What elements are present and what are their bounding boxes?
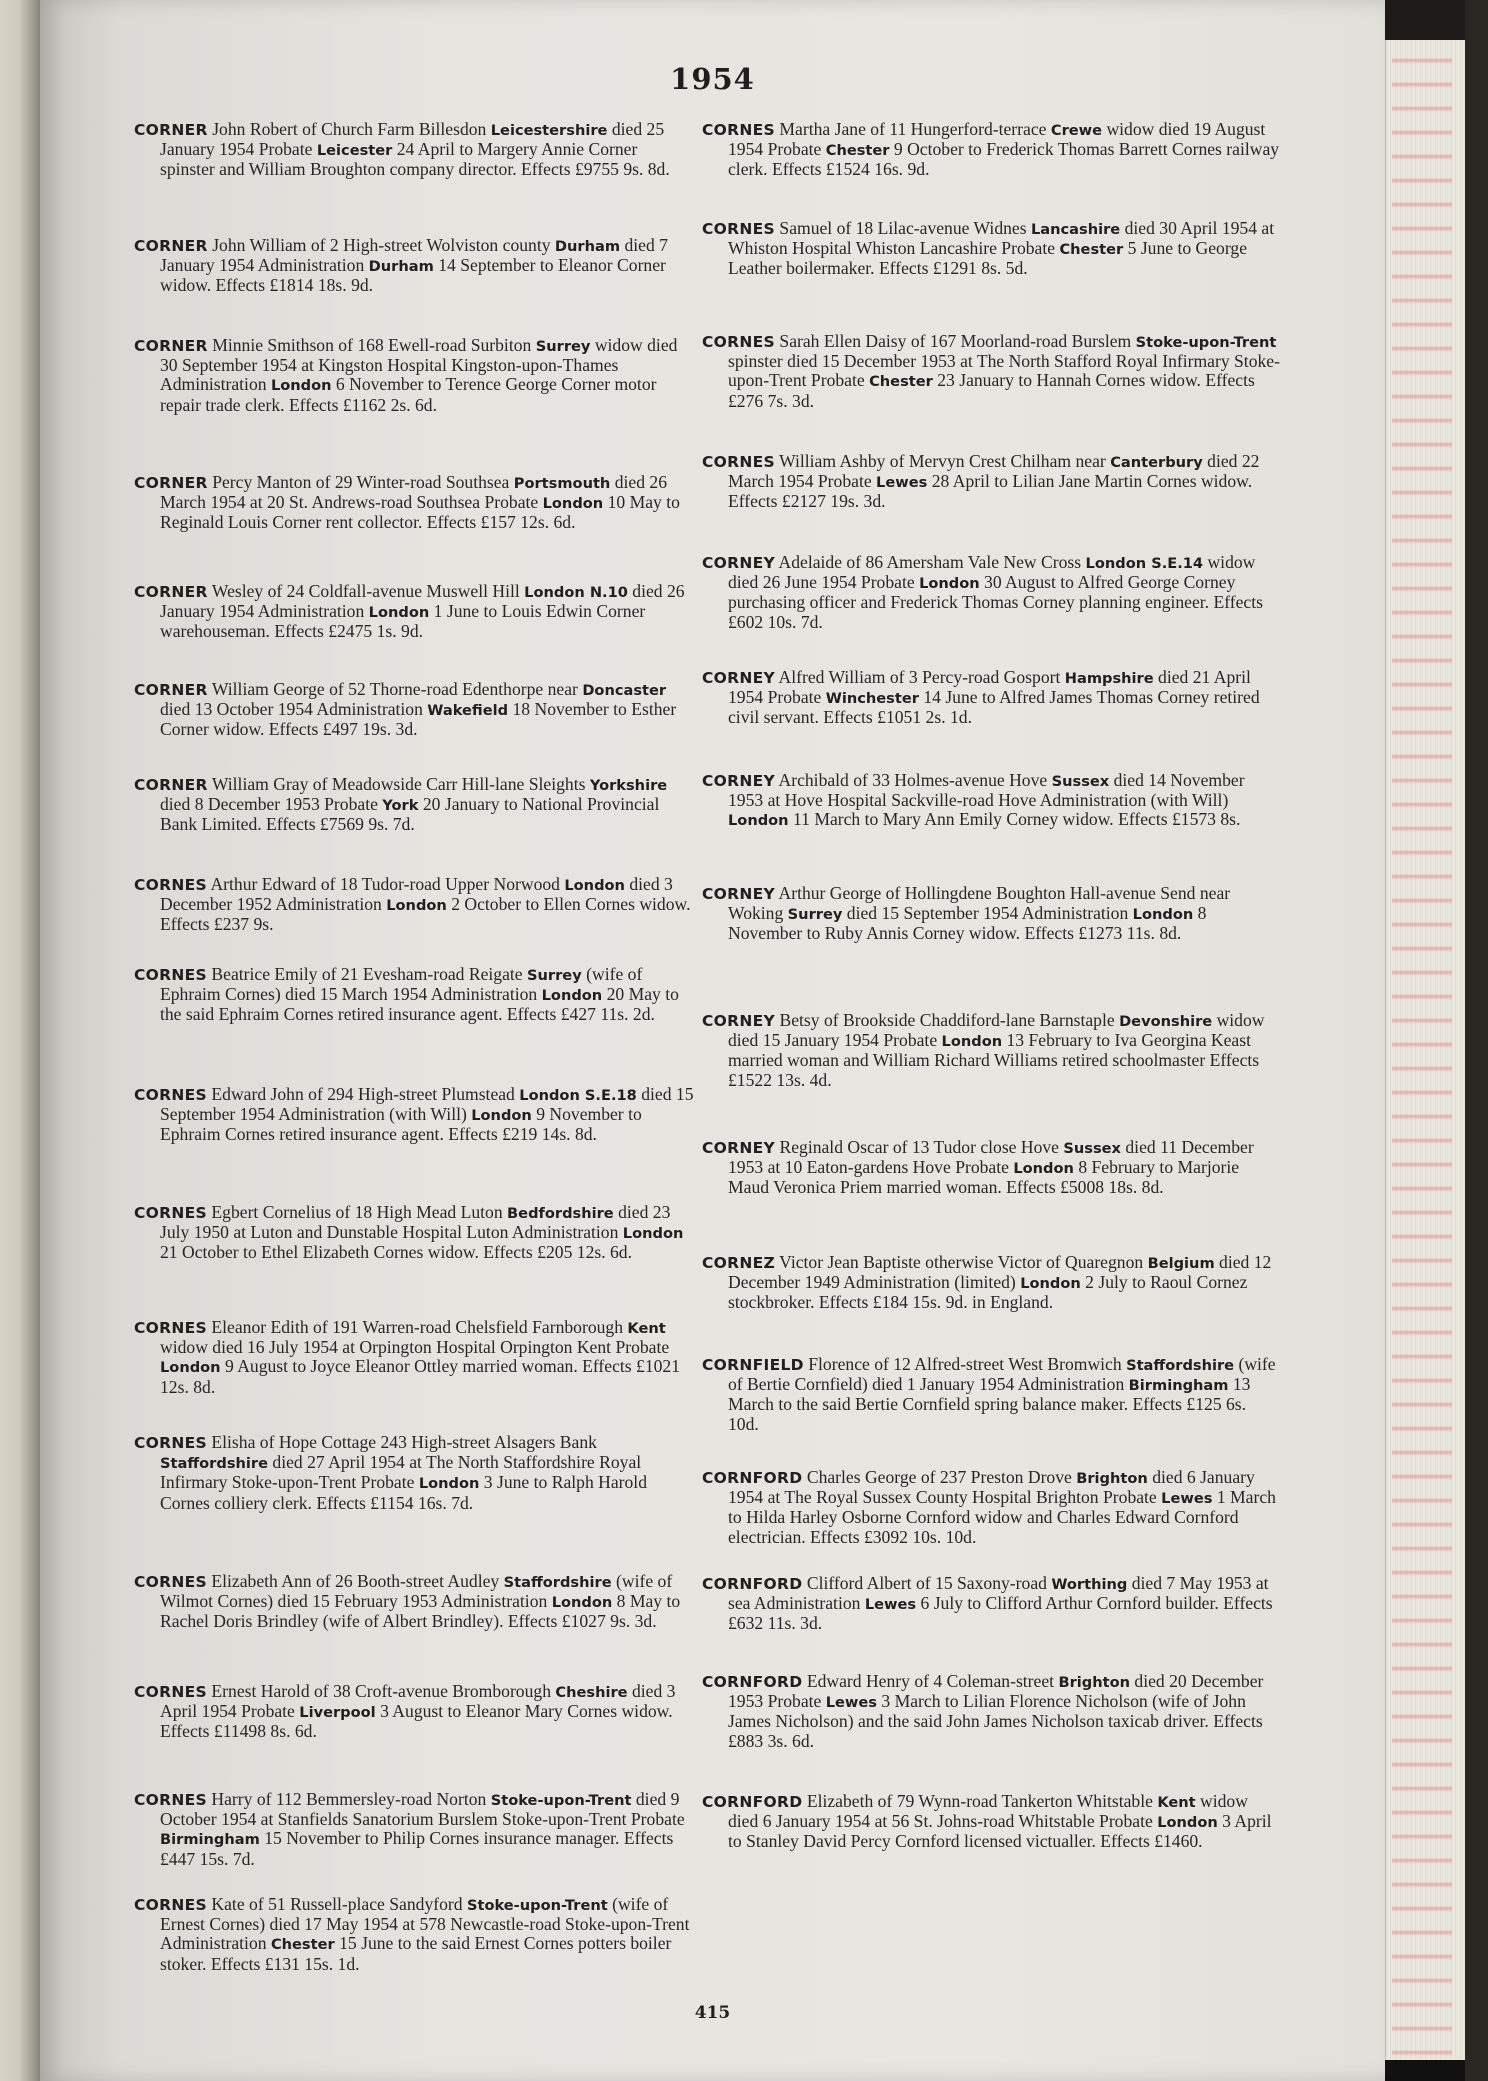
probate-entry [134,680,694,740]
entry-text: 28 April to Lilian Jane Martin Cornes widow. Effects £2127 19s. 3d. [728,471,1253,512]
entry-place-keyword: Kent [627,1320,666,1337]
entry-text: Elisha of Hope Cottage 243 High-street Alsagers Bank [207,1432,597,1452]
entry-place-keyword: Belgium [1147,1255,1215,1272]
entry-place-keyword: Lewes [876,474,928,492]
entry-place-keyword: Staffordshire [503,1574,612,1591]
entry-text: 9 November to Ephraim Cornes retired insurance agent. Effects £219 14s. 8d. [160,1104,642,1145]
entry-text: Egbert Cornelius of 18 High Mead Luton [207,1202,508,1222]
entry-place-keyword: Sussex [1051,773,1110,790]
page-number: 415 [694,2003,731,2023]
entry-text: Beatrice Emily of 21 Evesham-road Reigate [207,964,528,984]
entry-text: 5 June to George Leather boilermaker. Effects £1291 8s. 5d. [728,238,1248,279]
probate-entry [134,1895,694,1974]
entry-text: 2 October to Ellen Cornes widow. Effects £237 9s. [160,894,691,935]
entry-text: Reginald Oscar of 13 Tudor close Hove [775,1137,1064,1157]
entry-surname: CORNES [134,1573,208,1591]
entry-place-keyword: London [386,897,447,915]
entry-place-keyword: Crewe [1050,122,1103,139]
probate-entry [702,120,1280,180]
probate-entry [702,332,1280,411]
probate-entry [134,1433,694,1513]
entry-text: died 8 December 1953 Probate [160,794,383,815]
calendar-page [40,0,1385,2081]
entry-text: William Ashby of Mervyn Crest Chilham near [775,451,1111,471]
entry-text: 8 February to Marjorie Maud Veronica Priem married woman. Effects £5008 18s. 8d. [728,1157,1240,1198]
entry-place-keyword: Liverpool [299,1704,376,1722]
entry-text: widow died 15 January 1954 Probate [728,1010,1265,1051]
entry-place-keyword: Bedfordshire [507,1205,614,1222]
entry-surname: CORNER [134,583,208,601]
entry-text: died 3 April 1954 Probate [160,1681,676,1722]
entry-place-keyword: London [418,1475,480,1493]
entry-text: 11 March to Mary Ann Emily Corney widow. Effects £1573 8s. [788,809,1241,830]
entry-text: Florence of 12 Alfred-street West Bromwich [803,1354,1127,1374]
probate-entry [134,473,694,533]
entry-place-keyword: London [541,987,603,1005]
entry-surname: CORNER [134,681,208,699]
entry-text: 21 October to Ethel Elizabeth Cornes widow. Effects £205 12s. 6d. [160,1242,632,1263]
entry-place-keyword: Cheshire [555,1684,628,1701]
probate-entry [134,965,694,1025]
entry-text: Kate of 51 Russell-place Sandyford [207,1894,467,1914]
entry-place-keyword: London [551,1594,613,1612]
entry-surname: CORNES [702,220,776,238]
entry-surname: CORNES [134,1319,208,1337]
entry-text: Arthur Edward of 18 Tudor-road Upper Norwood [207,874,565,894]
entry-surname: CORNER [134,337,208,355]
entry-place-keyword: Wakefield [427,702,509,720]
entry-place-keyword: Worthing [1051,1576,1128,1593]
entry-text: widow died 30 September 1954 at Kingston Hospital Kingston-upon-Thames Administration [160,335,678,395]
entry-text: 6 July to Clifford Arthur Cornford builder. Effects £632 11s. 3d. [728,1593,1273,1634]
entry-text: 18 November to Esther Corner widow. Effects £497 19s. 3d. [160,699,677,740]
entry-text: 1 March to Hilda Harley Osborne Cornford widow and Charles Edward Cornford electrician. Effects £3092 10s. 10d. [728,1487,1276,1547]
entry-text: Alfred William of 3 Percy-road Gosport [775,667,1065,687]
entry-text: Adelaide of 86 Amersham Vale New Cross [775,552,1086,572]
entry-place-keyword: London [919,575,980,593]
entry-surname: CORNER [134,474,208,492]
entry-surname: CORNEY [702,1012,776,1030]
entry-text: Martha Jane of 11 Hungerford-terrace [775,119,1051,139]
entry-surname: CORNEY [702,1139,776,1157]
entry-text: died 13 October 1954 Administration [160,699,428,720]
entry-text: John Robert of Church Farm Billesdon [207,119,491,139]
entry-place-keyword: York [382,797,419,815]
entry-text: widow died 16 July 1954 at Orpington Hospital Orpington Kent Probate [160,1337,670,1358]
entry-text: 13 February to Iva Georgina Keast married woman and William Richard Williams retired schoolmaster Effects £1522 13s. 4d. [728,1030,1260,1090]
probate-entry [134,1203,694,1263]
entry-text: (wife of Ephraim Cornes) died 15 March 1954 Administration [160,964,643,1005]
entry-place-keyword: London [1132,906,1194,924]
probate-entry [702,1468,1280,1547]
page-block-edges [1385,40,1466,2060]
entry-text: 1 June to Louis Edwin Corner warehouseman. Effects £2475 1s. 9d. [160,601,646,642]
entry-text: died 7 January 1954 Administration [160,235,668,276]
probate-entry [134,336,694,415]
entry-text: widow died 6 January 1954 at 56 St. Johns-road Whitstable Probate [728,1791,1248,1832]
entry-surname: CORNES [702,453,776,471]
entry-surname: CORNEY [702,772,776,790]
entry-place-keyword: Chester [825,142,890,160]
entry-place-keyword: London [471,1107,532,1125]
entry-surname: CORNES [134,876,208,894]
probate-entry [702,452,1280,512]
entry-place-keyword: Devonshire [1119,1013,1213,1030]
entry-text: Clifford Albert of 15 Saxony-road [802,1573,1052,1593]
entry-place-keyword: Kent [1157,1794,1196,1811]
probate-entry [134,1790,694,1869]
probate-entry [702,1672,1280,1751]
probate-entry [702,1253,1280,1313]
entry-place-keyword: Sussex [1063,1140,1121,1157]
entry-text: William George of 52 Thorne-road Edenthorpe near [207,679,583,699]
entry-surname: CORNES [702,333,776,351]
entry-place-keyword: Staffordshire [1126,1357,1235,1374]
entry-surname: CORNES [134,1683,208,1701]
probate-entry [702,1574,1280,1634]
entry-text: Ernest Harold of 38 Croft-avenue Bromborough [207,1681,556,1701]
probate-entry [702,553,1280,632]
entry-place-keyword: London N.10 [524,584,628,601]
entry-text: died 15 September 1954 Administration (with Will) [160,1084,694,1125]
entry-text: died 27 April 1954 at The North Staffordshire Royal Infirmary Stoke-upon-Trent Probate [160,1452,642,1493]
entry-surname: CORNES [134,966,208,984]
entry-text: died 20 December 1953 Probate [728,1671,1264,1712]
entry-text: died 3 December 1952 Administration [160,874,673,915]
entry-text: died 26 March 1954 at 20 St. Andrews-road Southsea Probate [160,472,668,513]
entry-text: Arthur George of Hollingdene Boughton Hall-avenue Send near Woking [728,883,1231,924]
entry-place-keyword: Yorkshire [589,777,668,794]
entry-text: died 7 May 1953 at sea Administration [728,1573,1269,1614]
entry-place-keyword: London S.E.18 [519,1087,637,1104]
entry-text: 3 March to Lilian Florence Nicholson (wife of John James Nicholson) and the said John James Nicholson taxicab driver. Effects £883 3s. 6d. [728,1691,1263,1751]
entry-place-keyword: Durham [554,238,621,255]
entry-place-keyword: Stoke-upon-Trent [466,1897,608,1914]
entry-text: died 30 April 1954 at Whiston Hospital Whiston Lancashire Probate [728,218,1275,259]
probate-entry [134,1682,694,1742]
entry-place-keyword: London [1157,1814,1218,1832]
probate-entry [134,875,694,935]
entry-place-keyword: Lewes [864,1596,917,1614]
entry-text: 13 March to the said Bertie Cornfield spring balance maker. Effects £125 6s. 10d. [728,1374,1251,1434]
probate-entry [134,1085,694,1145]
entry-surname: CORNEY [702,669,776,687]
entry-place-keyword: Chester [869,373,933,391]
entry-text: 14 September to Eleanor Corner widow. Effects £1814 18s. 9d. [160,255,666,296]
entry-place-keyword: London [270,377,332,395]
entry-surname: CORNFORD [702,1575,803,1593]
entry-place-keyword: Portsmouth [513,475,611,492]
entry-surname: CORNES [134,1086,208,1104]
entry-place-keyword: Canterbury [1110,454,1203,471]
entry-place-keyword: Surrey [527,967,582,984]
probate-entry [702,1792,1280,1852]
book-cover-edge [1465,0,1488,2081]
entry-place-keyword: London [368,604,430,622]
entry-place-keyword: Birmingham [1128,1377,1229,1395]
entry-place-keyword: Staffordshire [160,1455,268,1473]
entry-text: 2 July to Raoul Cornez stockbroker. Effects £184 15s. 9d. in England. [728,1272,1248,1313]
probate-entry [702,1355,1280,1434]
entry-place-keyword: Leicestershire [490,122,608,139]
entry-text: died 15 September 1954 Administration [842,903,1133,924]
entry-place-keyword: Surrey [787,906,843,924]
entry-surname: CORNEY [702,885,776,903]
entry-text: Betsy of Brookside Chaddiford-lane Barnstaple [775,1010,1120,1030]
entry-surname: CORNER [134,237,208,255]
entry-surname: CORNES [134,1204,208,1222]
entry-text: Wesley of 24 Coldfall-avenue Muswell Hill [207,581,525,601]
entry-surname: CORNFORD [702,1793,803,1811]
entry-text: 23 January to Hannah Cornes widow. Effects £276 7s. 3d. [728,370,1255,411]
entry-text: William Gray of Meadowside Carr Hill-lane Sleights [207,774,590,794]
entry-text: Sarah Ellen Daisy of 167 Moorland-road Burslem [775,331,1136,351]
entry-text: died 6 January 1954 at The Royal Sussex County Hospital Brighton Probate [728,1467,1255,1508]
entry-text: 15 November to Philip Cornes insurance manager. Effects £447 15s. 7d. [160,1828,674,1869]
entry-surname: CORNES [702,121,776,139]
entry-surname: CORNFORD [702,1673,803,1691]
entry-text: John William of 2 High-street Wolviston county [207,235,555,255]
entry-place-keyword: Birmingham [160,1831,260,1849]
probate-entry [702,219,1280,279]
entry-place-keyword: Brighton [1058,1674,1131,1691]
entry-surname: CORNFIELD [702,1356,804,1374]
entry-text: Victor Jean Baptiste otherwise Victor of Quaregnon [775,1252,1148,1272]
probate-entry [702,668,1280,728]
entry-text: spinster died 15 December 1953 at The North Stafford Royal Infirmary Stoke-upon-Trent Probate [728,351,1280,391]
entry-text: died 12 December 1949 Administration (limited) [728,1252,1272,1293]
entry-text: died 22 March 1954 Probate [728,451,1260,492]
entry-place-keyword: London [941,1033,1003,1051]
entry-place-keyword: London S.E.14 [1085,555,1204,572]
entry-place-keyword: Durham [368,258,434,276]
entry-place-keyword: London [622,1225,684,1243]
entry-text: 3 April to Stanley David Percy Cornford licensed victualler. Effects £1460. [728,1811,1272,1852]
entry-place-keyword: Lewes [825,1694,877,1712]
entry-place-keyword: Lewes [1161,1490,1213,1508]
entry-place-keyword: London [542,495,604,513]
entry-place-keyword: Leicester [316,142,393,160]
entry-text: Elizabeth of 79 Wynn-road Tankerton Whitstable [802,1791,1158,1811]
probate-entry [134,582,694,642]
entry-text: 20 January to National Provincial Bank Limited. Effects £7569 9s. 7d. [160,794,660,835]
entry-place-keyword: London [160,1359,221,1377]
entry-text: 10 May to Reginald Louis Corner rent collector. Effects £157 12s. 6d. [160,492,680,533]
entry-text: died 9 October 1954 at Stanfields Sanatorium Burslem Stoke-upon-Trent Probate [160,1789,685,1830]
entry-text: died 11 December 1953 at 10 Eaton-gardens Hove Probate [728,1137,1254,1178]
entry-place-keyword: Chester [1059,241,1124,259]
entry-text: (wife of Bertie Cornfield) died 1 January 1954 Administration [728,1354,1276,1395]
entry-text: 9 August to Joyce Eleanor Ottley married woman. Effects £1021 12s. 8d. [160,1356,681,1397]
entry-place-keyword: London [1013,1160,1074,1178]
entry-text: 9 October to Frederick Thomas Barrett Cornes railway clerk. Effects £1524 16s. 9d. [728,139,1280,180]
entry-place-keyword: London [564,877,625,894]
entry-text: died 23 July 1950 at Luton and Dunstable Hospital Luton Administration [160,1202,671,1243]
entry-text: 8 November to Ruby Annis Corney widow. Effects £1273 11s. 8d. [728,903,1207,944]
entry-text: Archibald of 33 Holmes-avenue Hove [775,770,1052,790]
entry-place-keyword: Surrey [535,338,591,355]
entry-text: (wife of Ernest Cornes) died 17 May 1954 at 578 Newcastle-road Stoke-upon-Trent Administration [160,1894,690,1954]
entry-surname: CORNES [134,1896,208,1914]
entry-text: 14 June to Alfred James Thomas Corney retired civil servant. Effects £1051 2s. 1d. [728,687,1260,728]
entry-text: died 14 November 1953 at Hove Hospital Sackville-road Hove Administration (with Will) [728,770,1245,811]
entry-text: 3 June to Ralph Harold Cornes colliery clerk. Effects £1154 16s. 7d. [160,1472,647,1513]
entry-text: Edward John of 294 High-street Plumstead [207,1084,520,1104]
entry-text: 3 August to Eleanor Mary Cornes widow. Effects £11498 8s. 6d. [160,1701,673,1742]
entry-text: Eleanor Edith of 191 Warren-road Chelsfield Farnborough [207,1317,628,1337]
probate-entry [134,236,694,296]
entry-place-keyword: Lancashire [1030,221,1121,238]
entry-surname: CORNEZ [702,1254,776,1272]
entry-surname: CORNFORD [702,1469,803,1487]
entry-text: Harry of 112 Bemmersley-road Norton [207,1789,491,1809]
entry-surname: CORNES [134,1434,208,1452]
probate-entry [134,1318,694,1397]
entry-text: Minnie Smithson of 168 Ewell-road Surbiton [207,335,536,355]
entry-text: died 21 April 1954 Probate [728,667,1251,708]
entry-surname: CORNEY [702,554,776,572]
probate-entry [134,775,694,835]
entry-surname: CORNER [134,121,208,139]
page-year-heading: 1954 [670,62,755,96]
entry-place-keyword: Winchester [825,690,919,708]
entry-text: Percy Manton of 29 Winter-road Southsea [207,472,514,492]
entry-text: 20 May to the said Ephraim Cornes retired insurance agent. Effects £427 11s. 2d. [160,984,679,1025]
entry-text: widow died 19 August 1954 Probate [728,119,1266,160]
entry-text: (wife of Wilmot Cornes) died 15 February 1953 Administration [160,1571,673,1612]
entry-text: Edward Henry of 4 Coleman-street [802,1671,1059,1691]
entry-text: 24 April to Margery Annie Corner spinster and William Broughton company director. Effects £9755 9s. 8d. [160,139,670,180]
entry-place-keyword: Brighton [1076,1470,1148,1487]
entry-text: Charles George of 237 Preston Drove [802,1467,1077,1487]
entry-place-keyword: Doncaster [582,682,667,699]
entry-text: died 26 January 1954 Administration [160,581,685,622]
probate-entry [702,884,1280,944]
entry-place-keyword: Chester [270,1936,335,1954]
probate-entry [702,1011,1280,1090]
entry-place-keyword: Hampshire [1064,670,1154,687]
entry-text: 8 May to Rachel Doris Brindley (wife of Albert Brindley). Effects £1027 9s. 3d. [160,1591,681,1632]
probate-entry [702,1138,1280,1198]
probate-entry [702,771,1280,831]
entry-place-keyword: London [1020,1275,1081,1293]
probate-entry [134,120,694,180]
entry-place-keyword: London [728,812,789,830]
entry-text: 15 June to the said Ernest Cornes potters boiler stoker. Effects £131 15s. 1d. [160,1933,672,1974]
entry-text: died 25 January 1954 Probate [160,119,665,160]
probate-entry [134,1572,694,1632]
entry-text: Samuel of 18 Lilac-avenue Widnes [775,218,1031,238]
entry-place-keyword: Stoke-upon-Trent [490,1792,632,1809]
entry-place-keyword: Stoke-upon-Trent [1135,334,1277,351]
entry-text: 6 November to Terence George Corner motor repair trade clerk. Effects £1162 2s. 6d. [160,374,657,415]
entry-text: Elizabeth Ann of 26 Booth-street Audley [207,1571,504,1591]
entry-surname: CORNES [134,1791,208,1809]
entry-text: widow died 26 June 1954 Probate [728,552,1256,593]
entry-surname: CORNER [134,776,208,794]
entry-text: 30 August to Alfred George Corney purchasing officer and Frederick Thomas Corney planning engineer. Effects £602 10s. 7d. [728,572,1263,632]
